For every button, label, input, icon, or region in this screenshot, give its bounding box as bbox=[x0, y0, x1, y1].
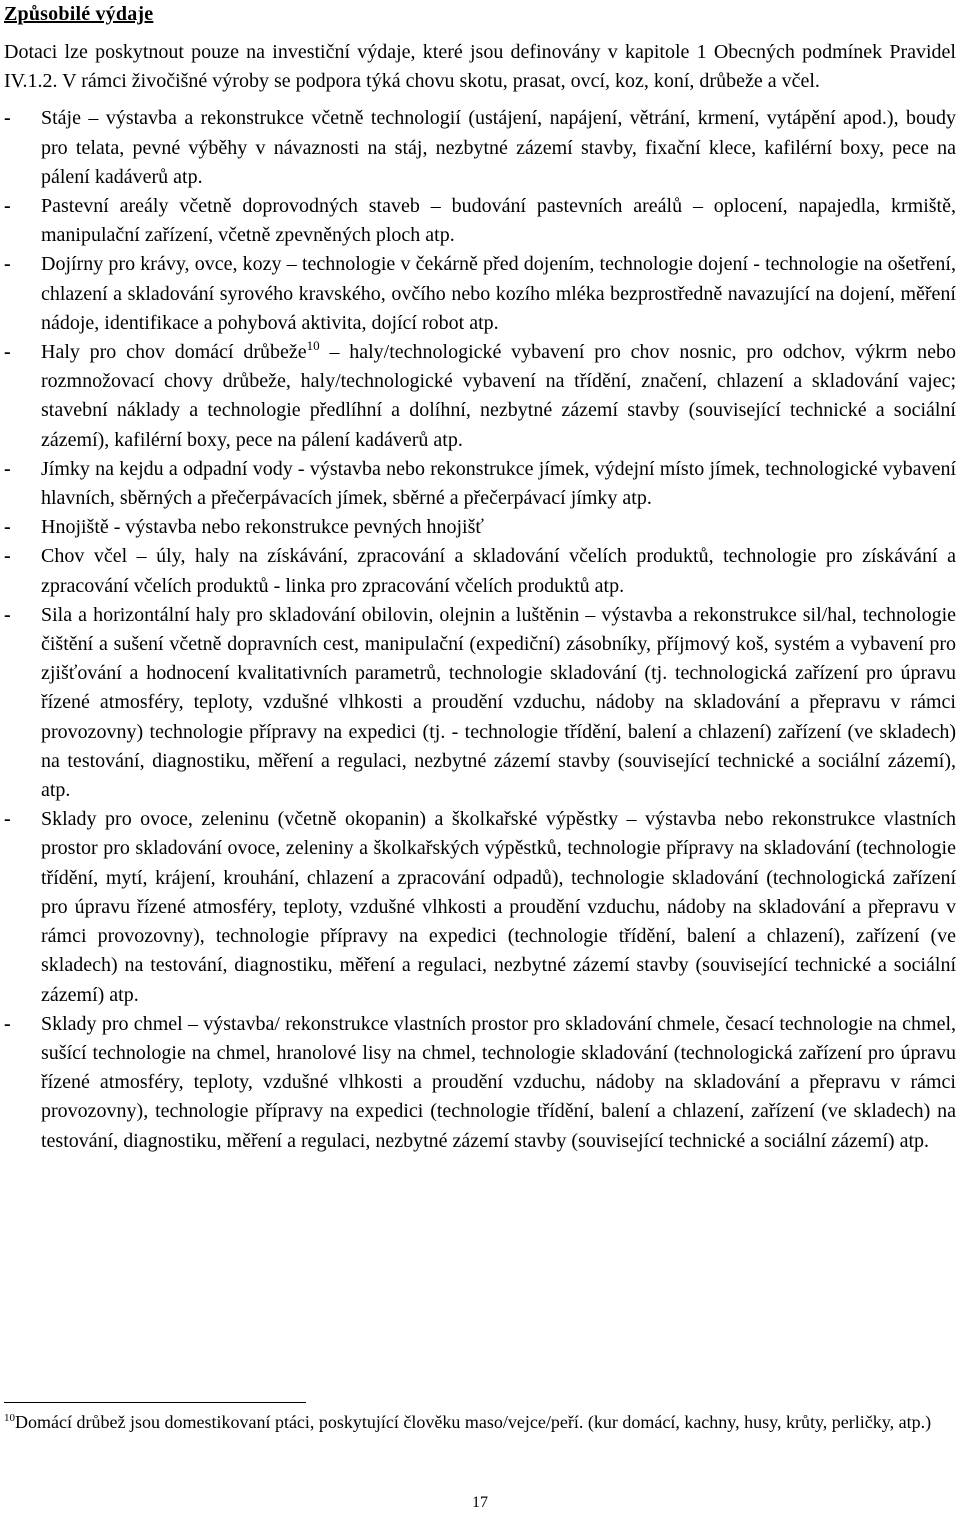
page-number: 17 bbox=[472, 1494, 488, 1511]
list-bullet: - bbox=[4, 808, 11, 831]
list-item-fruit-vegetable-stores bbox=[4, 805, 956, 1009]
list-bullet: - bbox=[4, 253, 11, 276]
list-bullet: - bbox=[4, 457, 11, 480]
list-bullet: - bbox=[4, 516, 11, 539]
list-item-text: Jímky na kejdu a odpadní vody - výstavba nebo rekonstrukce jímek, výdejní místo jímek, technologické vybavení hlavních, sběrných a přečerpávacích jímek, sběrné a přečerpávací jímky atp. bbox=[41, 457, 956, 510]
list-item-lead: Haly pro chov domácí drůbeže bbox=[41, 341, 307, 364]
intro-paragraph: Dotaci lze poskytnout pouze na investiční výdaje, které jsou definovány v kapitole 1 Obecných podmínek Pravidel IV.1.2. V rámci živočišné výroby se podpora týká chovu skotu, prasat, ovcí, koz, koní, drůbeže a včel. bbox=[4, 41, 956, 93]
eligible-expenses-list bbox=[4, 104, 956, 1155]
footnote bbox=[4, 1408, 956, 1437]
footnote-marker: 10 bbox=[4, 1412, 15, 1424]
list-item-text: – haly/technologické vybavení pro chov nosnic, pro odchov, výkrm nebo rozmnožovací chovy drůbeže, haly/technologické vybavení na třídění, značení, chlazení a skladování vajec; stavební náklady a technologie předlíhní a dolíhní, nezbytné zázemí stavby (související technické a sociální zázemí), kafilérní boxy, pece na pálení kadáverů atp. bbox=[41, 341, 956, 451]
list-item-text: Sklady pro chmel – výstavba/ rekonstrukce vlastních prostor pro skladování chmele, česací technologie na chmel, sušící technologie na chmel, hranolové lisy na chmel, technologie skladování (technologická zařízení pro úpravu řízené atmosféry, teploty, vzdušné vlhkosti a proudění vzduchu, nádoby na skladování a přepravu v rámci provozovny), technologie přípravy na expedici (technologie třídění, balení a chlazení, zařízení (ve skladech) na testování, diagnostiku, měření a regulaci, nezbytné zázemí stavby (související technické a sociální zázemí) atp. bbox=[41, 1012, 956, 1152]
footnote-reference: 10 bbox=[306, 338, 320, 354]
list-bullet: - bbox=[4, 107, 11, 130]
list-item-text: Sila a horizontální haly pro skladování obilovin, olejnin a luštěnin – výstavba a rekonstrukce sil/hal, technologie čištění a sušení včetně dopravních cest, manipulační (expediční) zásobníky, příjmový koš, systém a vybavení pro zjišťování a hodnocení kvalitativních parametrů, technologie skladování (tj. technologická zařízení pro úpravu řízené atmosféry, teploty, vzdušné vlhkosti a proudění vzduchu, nádoby na skladování a přepravu v rámci provozovny) technologie přípravy na expedici (tj. - technologie třídění, balení a chlazení) zařízení (ve skladech) na testování, diagnostiku, měření a regulaci, nezbytné zázemí stavby (související technické a sociální zázemí), atp. bbox=[41, 603, 956, 802]
list-bullet: - bbox=[4, 341, 11, 364]
list-item-text: Pastevní areály včetně doprovodných staveb – budování pastevních areálů – oplocení, napajedla, krmiště, manipulační zařízení, včetně zpevněných ploch atp. bbox=[41, 195, 956, 247]
list-bullet: - bbox=[4, 1012, 11, 1035]
list-bullet: - bbox=[4, 195, 11, 218]
section-heading: Způsobilé výdaje bbox=[4, 3, 154, 25]
list-item-beekeeping bbox=[4, 542, 956, 600]
list-item-hop-stores bbox=[4, 1010, 956, 1156]
list-item-silos bbox=[4, 601, 956, 805]
list-item-text: Dojírny pro krávy, ovce, kozy – technologie v čekárně před dojením, technologie dojení - technologie na ošetření, chlazení a skladování syrového kravského, ovčího nebo kozího mléka bezprostředně navazující na dojení, měření nádoje, identifikace a pohybová aktivita, dojící robot atp. bbox=[41, 253, 956, 334]
list-item-slurry-tanks bbox=[4, 455, 956, 513]
footnote-separator bbox=[4, 1402, 306, 1403]
list-item-milking-parlours bbox=[4, 250, 956, 338]
list-item-text: Stáje – výstavba a rekonstrukce včetně technologií (ustájení, napájení, větrání, krmení, vytápění apod.), boudy pro telata, pevné výběhy v návaznosti na stáj, nezbytné zázemí stavby, fixační klece, kafilérní boxy, pece na pálení kadáverů atp. bbox=[41, 107, 956, 188]
list-bullet: - bbox=[4, 545, 11, 568]
document-page bbox=[4, 0, 956, 1156]
list-item-text: Hnojiště - výstavba nebo rekonstrukce pevných hnojišť bbox=[41, 516, 484, 539]
list-item-text: Sklady pro ovoce, zeleninu (včetně okopanin) a školkařské výpěstky – výstavba nebo rekonstrukce vlastních prostor pro skladování ovoce, zeleniny a školkařských výpěstků, technologie přípravy na skladování (technologie třídění, mytí, krájení, krouhání, chlazení a zpracování odpadů), technologie skladování (technologická zařízení pro úpravu řízené atmosféry, teploty, vzdušné vlhkosti a proudění vzduchu, nádoby na skladování a přepravu v rámci provozovny), technologie přípravy na expedici (technologie třídění, balení a chlazení), zařízení (ve skladech) na testování, diagnostiku, měření a regulaci, nezbytné zázemí stavby (související technické a sociální zázemí) atp. bbox=[41, 808, 956, 1006]
footnote-text: Domácí drůbež jsou domestikovaní ptáci, poskytující člověku maso/vejce/peří. (kur domácí, kachny, husy, krůty, perličky, atp.) bbox=[15, 1412, 932, 1432]
list-item-poultry-halls bbox=[4, 338, 956, 455]
list-item-pastures bbox=[4, 192, 956, 250]
list-item-text: Chov včel – úly, haly na získávání, zpracování a skladování včelích produktů, technologie pro získávání a zpracování včelích produktů - linka pro zpracování včelích produktů atp. bbox=[41, 545, 956, 597]
list-item-manure-pits bbox=[4, 513, 956, 542]
list-item-stables bbox=[4, 104, 956, 192]
list-bullet: - bbox=[4, 603, 11, 626]
